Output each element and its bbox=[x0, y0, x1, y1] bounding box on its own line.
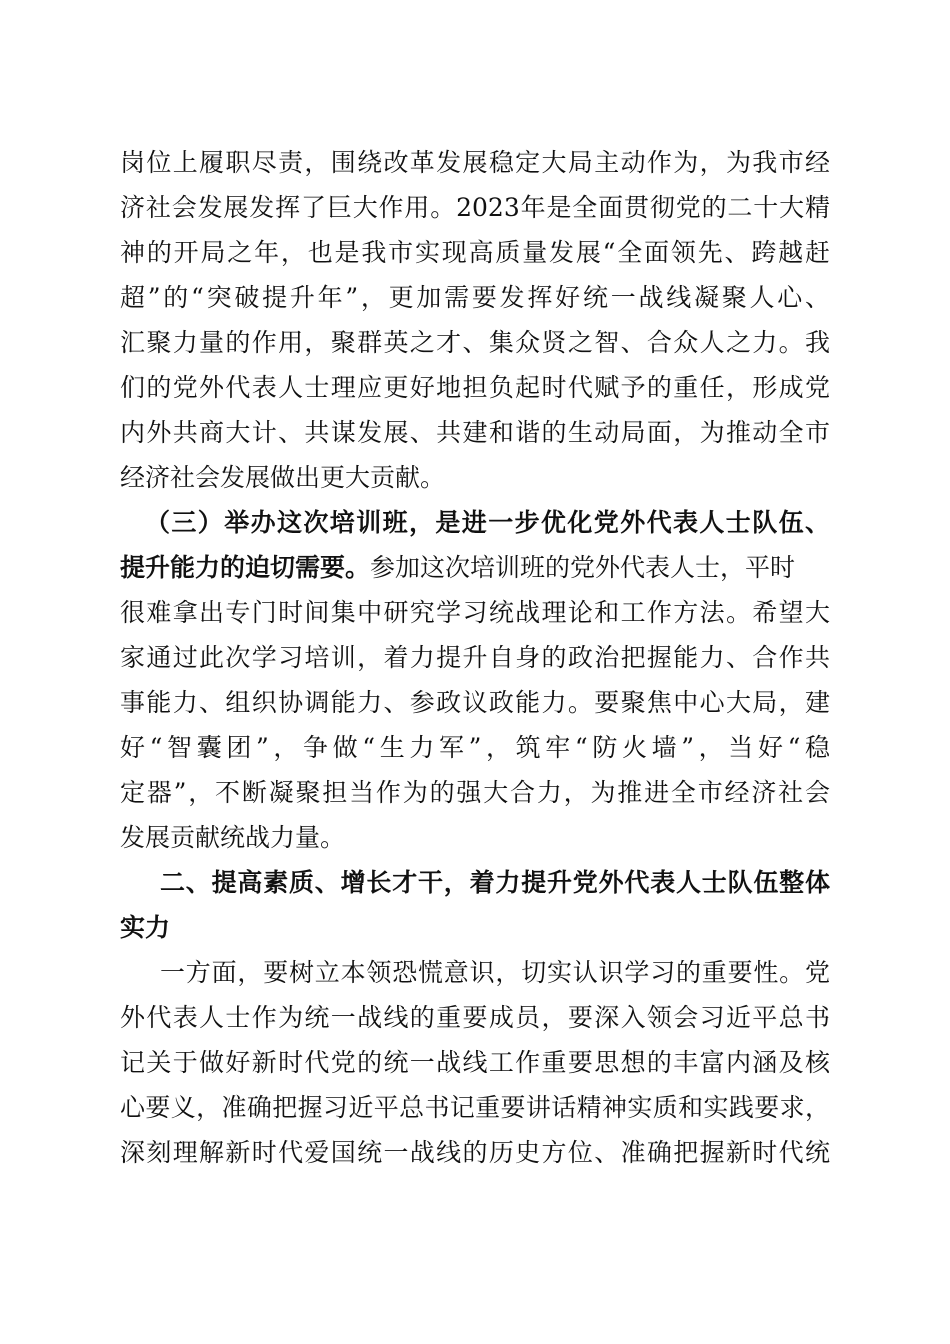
paragraph-line: 发展贡献统战力量。 bbox=[120, 823, 346, 852]
paragraph-line: 好“智囊团”，争做“生力军”，筑牢“防火墙”，当好“稳 bbox=[120, 733, 830, 762]
paragraph-line: 们的党外代表人士理应更好地担负起时代赋予的重任，形成党 bbox=[120, 373, 830, 402]
paragraph-line: 神的开局之年，也是我市实现高质量发展“全面领先、跨越赶 bbox=[120, 238, 830, 267]
section-heading-continuation: 实力 bbox=[120, 913, 171, 942]
paragraph-text: 参加这次培训班的党外代表人士，平时 bbox=[370, 553, 796, 582]
paragraph-line: 一方面，要树立本领恐慌意识，切实认识学习的重要性。党 bbox=[160, 958, 830, 987]
subheading-line: （三）举办这次培训班，是进一步优化党外代表人士队伍、 bbox=[145, 508, 830, 537]
paragraph-line: 济社会发展发挥了巨大作用。2023年是全面贯彻党的二十大精 bbox=[120, 193, 830, 222]
paragraph-line: 超”的“突破提升年”，更加需要发挥好统一战线凝聚人心、 bbox=[120, 283, 830, 312]
paragraph-line: 内外共商大计、共谋发展、共建和谐的生动局面，为推动全市 bbox=[120, 418, 830, 447]
paragraph-line: 家通过此次学习培训，着力提升自身的政治把握能力、合作共 bbox=[120, 643, 830, 672]
paragraph-line: 经济社会发展做出更大贡献。 bbox=[120, 463, 446, 492]
paragraph-line: 事能力、组织协调能力、参政议政能力。要聚焦中心大局，建 bbox=[120, 688, 830, 717]
paragraph-line: 心要义，准确把握习近平总书记重要讲话精神实质和实践要求， bbox=[120, 1093, 830, 1122]
paragraph-line: 外代表人士作为统一战线的重要成员，要深入领会习近平总书 bbox=[120, 1003, 830, 1032]
paragraph-line: 定器”，不断凝聚担当作为的强大合力，为推进全市经济社会 bbox=[120, 778, 830, 807]
paragraph-line: 岗位上履职尽责，围绕改革发展稳定大局主动作为，为我市经 bbox=[120, 148, 830, 177]
mixed-line bbox=[120, 553, 830, 583]
paragraph-line: 记关于做好新时代党的统一战线工作重要思想的丰富内涵及核 bbox=[120, 1048, 830, 1077]
paragraph-line: 深刻理解新时代爱国统一战线的历史方位、准确把握新时代统 bbox=[120, 1138, 830, 1167]
subheading-continuation: 提升能力的迫切需要。 bbox=[120, 553, 371, 582]
paragraph-line: 很难拿出专门时间集中研究学习统战理论和工作方法。希望大 bbox=[120, 598, 830, 627]
section-heading: 二、提高素质、增长才干，着力提升党外代表人士队伍整体 bbox=[160, 868, 830, 897]
paragraph-line: 汇聚力量的作用，聚群英之才、集众贤之智、合众人之力。我 bbox=[120, 328, 830, 357]
